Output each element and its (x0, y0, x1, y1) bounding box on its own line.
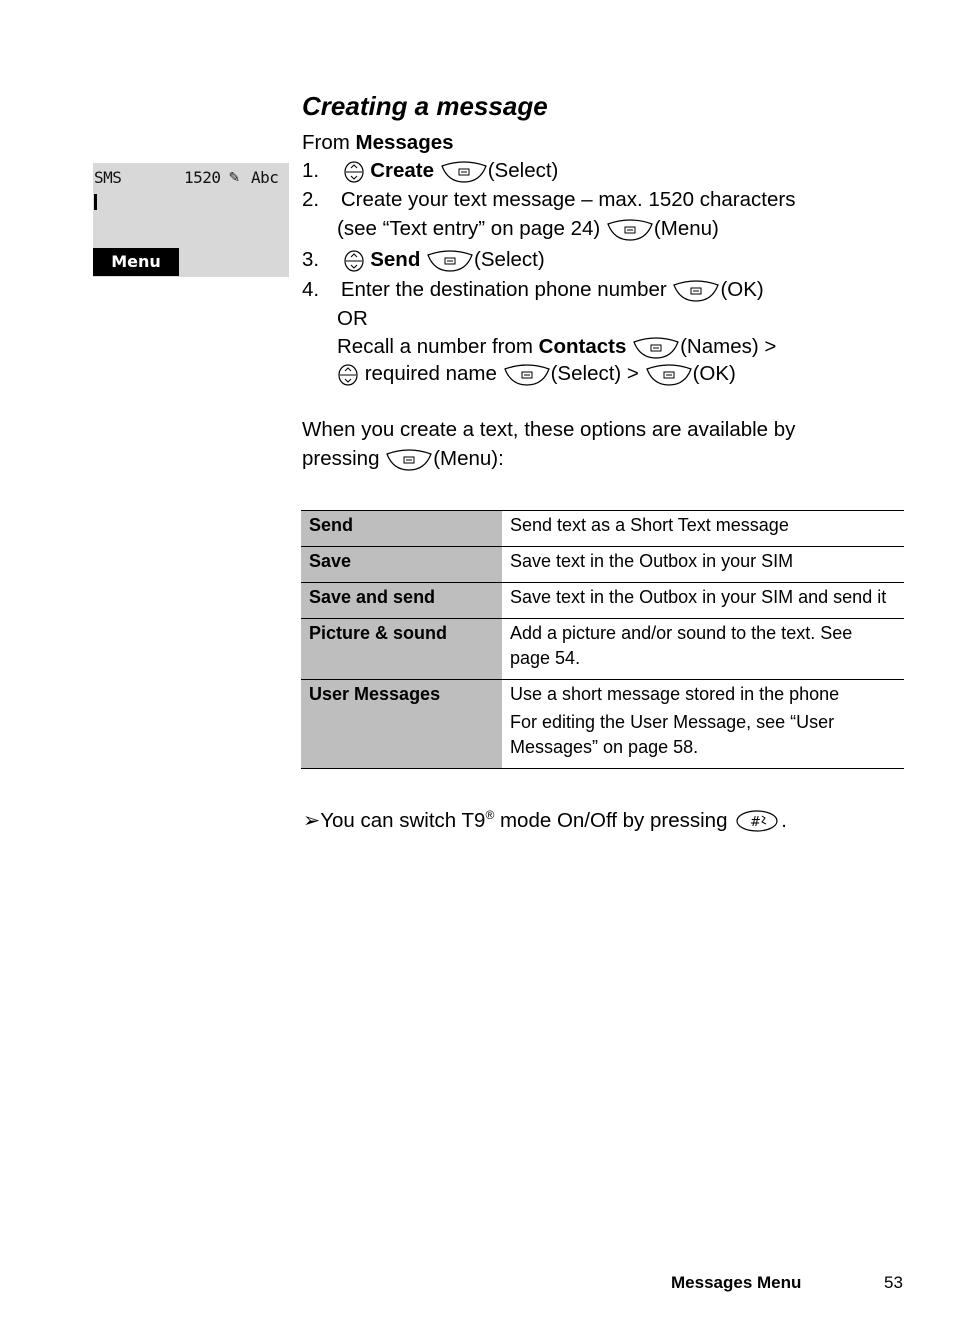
intro-action: (Menu): (433, 447, 504, 470)
svg-text:#: # (750, 815, 762, 831)
step-1-item: Create (370, 159, 435, 182)
option-description: Add a picture and/or sound to the text. See page 54. (510, 623, 853, 668)
text-cursor (94, 194, 97, 210)
step-3-action: (Select) (474, 248, 545, 271)
step-4-or: OR (337, 307, 368, 330)
from-prefix: From (302, 131, 356, 154)
option-name: Save (301, 547, 502, 583)
nav-key-icon (343, 249, 365, 273)
page-title: Creating a message (302, 91, 548, 121)
softkey-icon (672, 279, 720, 303)
pen-icon: ✎ (229, 167, 239, 187)
option-name: Save and send (301, 583, 502, 619)
option-description: Save text in the Outbox in your SIM (510, 551, 794, 571)
step-3 (302, 248, 545, 273)
intro-prefix: pressing (302, 447, 380, 470)
step-4-text: Enter the destination phone number (340, 278, 667, 301)
intro-line-1: When you create a text, these options are available by (302, 418, 796, 441)
option-name: User Messages (301, 680, 502, 769)
intro-line-2 (302, 447, 504, 472)
step-2 (302, 188, 795, 212)
softkey-icon (606, 218, 654, 242)
from-line (302, 131, 454, 155)
step-4-action: (OK) (720, 278, 764, 301)
required-select: (Select) > (550, 362, 639, 385)
option-name: Send (301, 511, 502, 547)
step-2-cont (337, 217, 719, 242)
table-row (301, 547, 904, 583)
required-name: required name (364, 362, 497, 385)
option-description-note: For editing the User Message, see “User Messages” on page 58. (510, 712, 835, 757)
table-row (301, 680, 904, 769)
tip-text: You can switch T9 (320, 808, 486, 832)
softkey-icon (632, 336, 680, 360)
step-1-action: (Select) (487, 159, 559, 182)
options-table (301, 510, 904, 769)
softkey-icon (385, 448, 433, 472)
step-2-text-cont: (see “Text entry” on page 24) (337, 217, 601, 240)
page-number: 53 (884, 1273, 903, 1292)
tip-arrow-icon: ➢ (303, 808, 321, 832)
step-4-required (337, 362, 736, 387)
softkey-icon (426, 249, 474, 273)
step-4 (302, 278, 764, 303)
hash-key-icon (733, 809, 781, 833)
softkey-icon (645, 363, 693, 387)
option-description-line: Use a short message stored in the phone (510, 684, 840, 704)
table-row (301, 583, 904, 619)
recall-prefix: Recall a number from (337, 335, 539, 358)
footer-section-title: Messages Menu (671, 1273, 802, 1292)
recall-action: (Names) > (680, 335, 777, 358)
tip-text-2: mode On/Off by pressing (494, 808, 728, 832)
screen-softkey-label: Menu (93, 248, 179, 276)
step-number: 1. (302, 159, 320, 182)
recall-contacts: Contacts (538, 335, 627, 358)
phone-screen (93, 163, 289, 277)
tip-line (303, 803, 787, 833)
nav-key-icon (343, 160, 365, 184)
required-ok: (OK) (692, 362, 736, 385)
option-description: Send text as a Short Text message (510, 515, 789, 535)
option-name: Picture & sound (301, 619, 502, 680)
softkey-icon (503, 363, 551, 387)
step-4-recall (337, 335, 776, 360)
step-1 (302, 159, 558, 184)
nav-key-icon (337, 363, 359, 387)
step-2-text: Create your text message – max. 1520 characters (340, 188, 796, 211)
screen-input-mode: Abc (251, 168, 279, 187)
screen-sms-label: SMS (94, 168, 122, 187)
step-number: 3. (302, 248, 320, 271)
step-number: 4. (302, 278, 320, 301)
table-row (301, 511, 904, 547)
screen-char-count: 1520 (184, 168, 221, 187)
option-description: Save text in the Outbox in your SIM and send it (510, 587, 887, 607)
option-description (502, 680, 904, 769)
tip-end: . (781, 808, 787, 832)
from-menu-name: Messages (355, 131, 454, 154)
table-row (301, 619, 904, 680)
softkey-icon (440, 160, 488, 184)
step-3-item: Send (370, 248, 421, 271)
registered-mark: ® (485, 808, 495, 822)
step-2-action: (Menu) (653, 217, 719, 240)
step-number: 2. (302, 188, 320, 211)
